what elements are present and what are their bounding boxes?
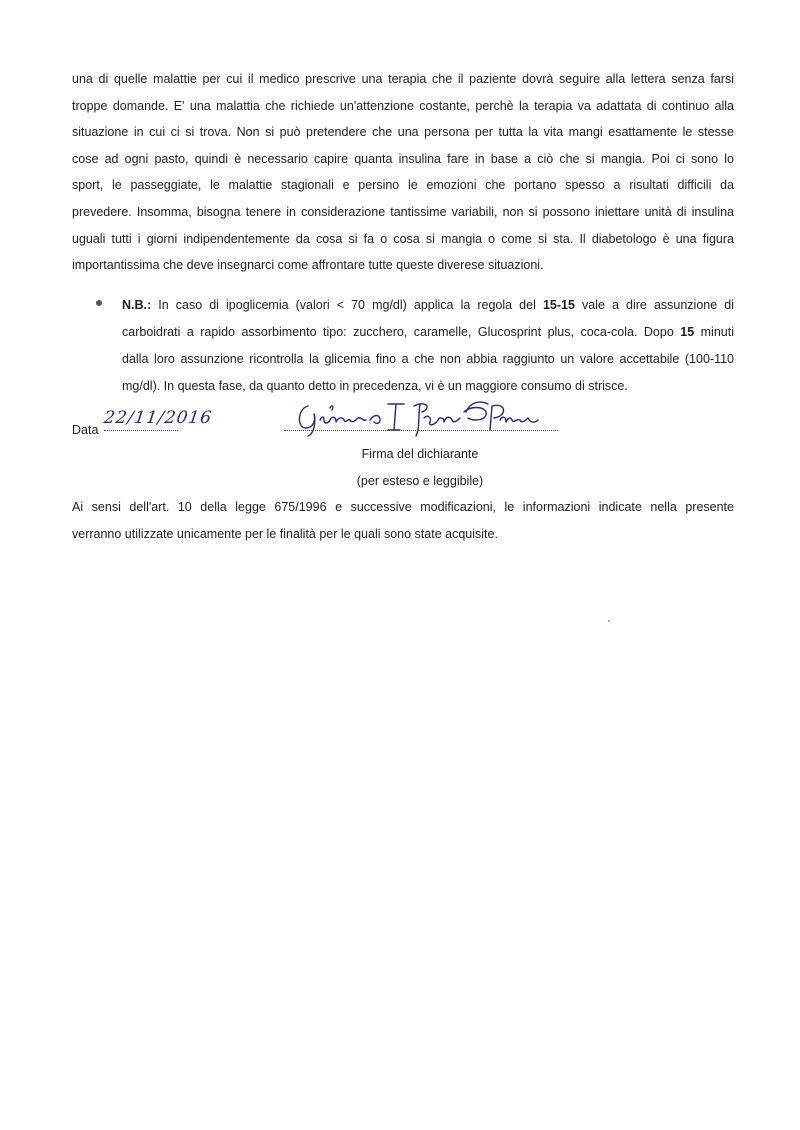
paragraph-line: troppe domande. E' una malattia che richiede un'attenzione costante, perchè la terapia va adattata di continuo alla: [72, 98, 734, 113]
note-text: vale a dire assunzione di: [574, 298, 734, 312]
paragraph-line: cose ad ogni pasto, quindi è necessario capire quanta insulina fare in base a ciò che si mangia. Poi ci sono lo: [72, 151, 734, 166]
scan-speck: [608, 620, 610, 622]
note-line: [122, 319, 734, 346]
paragraph-line: importantissima che deve insegnarci come affrontare tutte queste diverese situazioni.: [72, 258, 544, 273]
privacy-notice: [72, 494, 734, 548]
signer-label: Firma del dichiarante: [361, 447, 479, 461]
paragraph-line: una di quelle malattie per cui il medico prescrive una terapia che il paziente dovrà seguire alla lettera senza farsi: [72, 72, 734, 86]
date-dotted-line: [104, 430, 178, 431]
note-line: dalla loro assunzione ricontrolla la glicemia fino a che non abbia raggiunto un valore accettabile (100-110: [122, 352, 734, 366]
note-line: mg/dl). In questa fase, da quanto detto in precedenza, vi è un maggiore consumo di strisce.: [122, 379, 628, 393]
signature-dotted-line: [284, 430, 558, 431]
date-label: Data: [72, 423, 99, 437]
note-label: N.B.:: [122, 298, 152, 312]
paragraph-line: prevedere. Insomma, bisogna tenere in considerazione tantissime variabili, non si possono iniettare unità di insulina: [72, 204, 734, 219]
handwritten-date: 22/11/2016: [102, 408, 214, 428]
main-paragraph: [72, 66, 734, 279]
privacy-line: verranno utilizzate unicamente per le finalità per le quali sono state acquisite.: [72, 527, 498, 541]
privacy-line: Ai sensi dell'art. 10 della legge 675/1996 e successive modificazioni, le informazioni indicate nella presente: [72, 500, 734, 514]
paragraph-line: situazione in cui ci si trova. Non si può pretendere che una persona per tutta la vita mangi esattamente le stesse: [72, 125, 734, 140]
note-bold: 15-15: [542, 298, 575, 312]
note-text: carboidrati a rapido assorbimento tipo: zucchero, caramelle, Glucosprint plus, coca-cola. Dopo: [122, 325, 681, 339]
note-line: [122, 292, 734, 319]
signer-note: (per esteso e leggibile): [356, 474, 484, 488]
paragraph-line: sport, le passeggiate, le malattie stagionali e persino le emozioni che portano spesso a risultati difficili da: [72, 178, 734, 193]
note-text: In caso di ipoglicemia (valori < 70 mg/dl) applica la regola del: [151, 298, 543, 312]
note-bold: 15: [680, 325, 695, 339]
note-text: minuti: [694, 325, 734, 339]
paragraph-line: uguali tutti i giorni indipendentemente da cosa si fa o cosa si mangia o come si sta. Il diabetologo è una figura: [72, 231, 734, 246]
note-block: [122, 292, 734, 400]
bullet-icon: [96, 300, 102, 306]
handwritten-signature: [294, 398, 544, 438]
